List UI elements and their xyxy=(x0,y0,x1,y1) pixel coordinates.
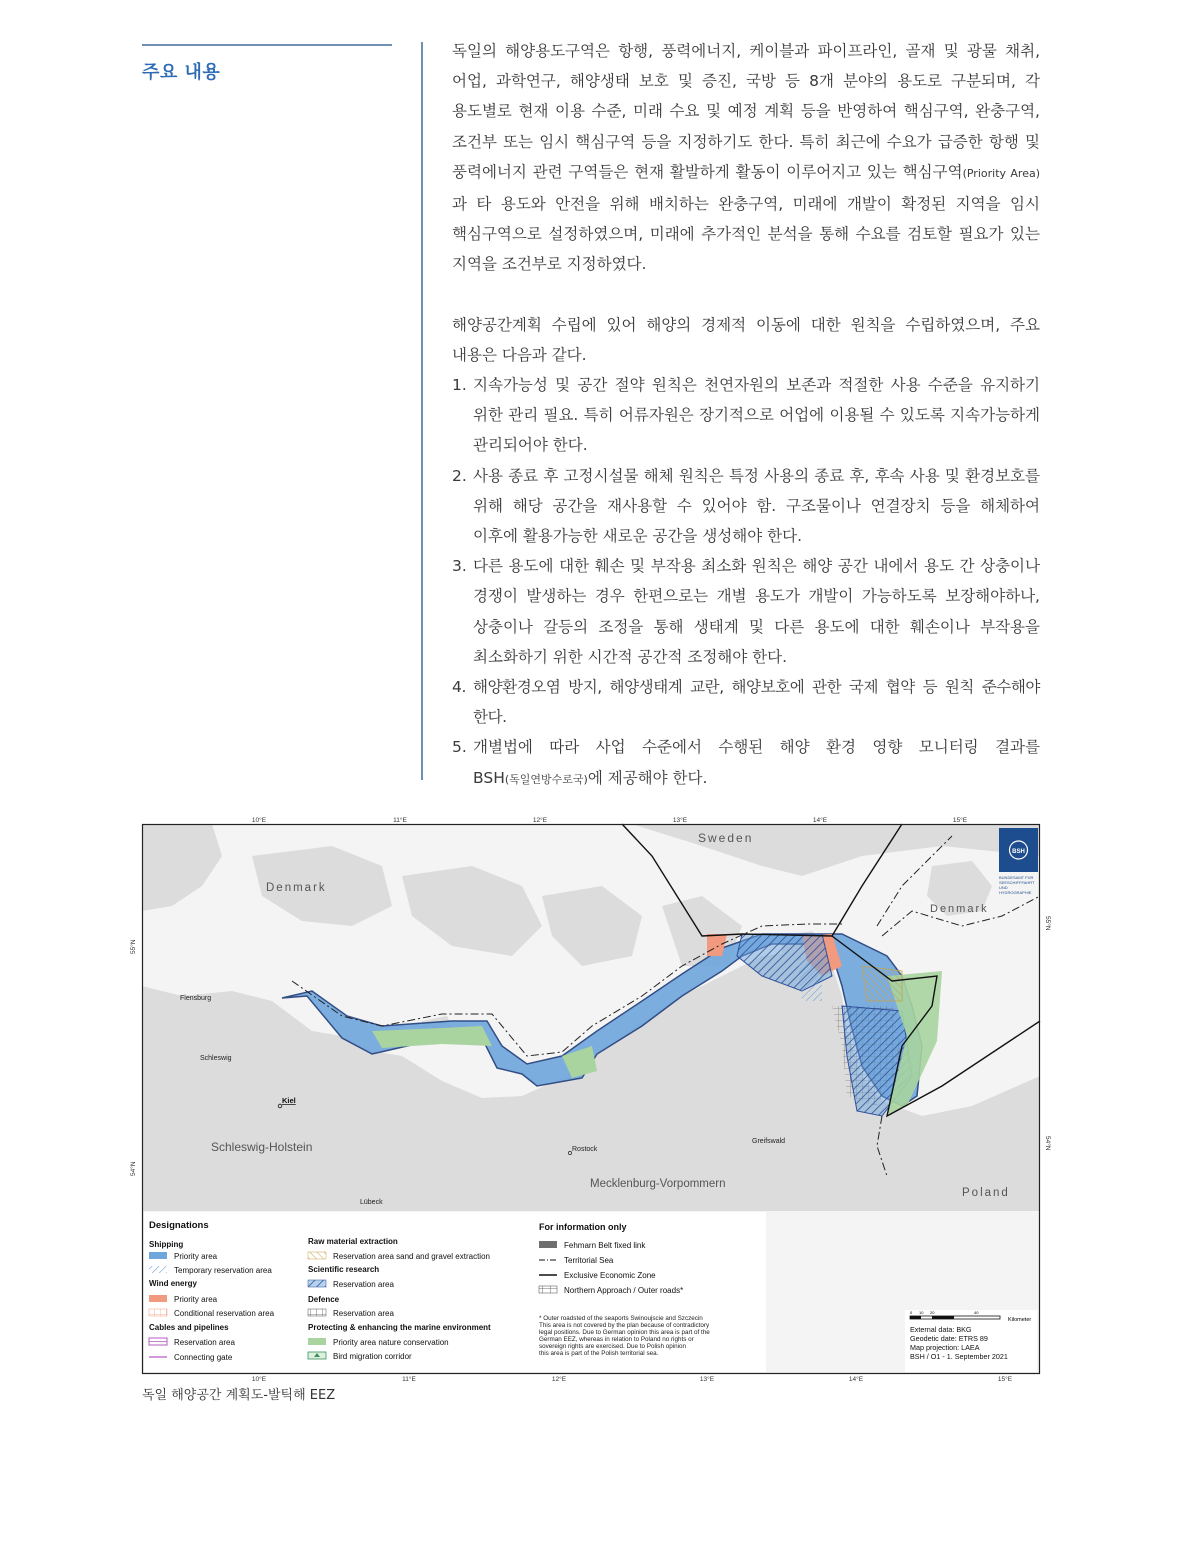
sidebar-rule xyxy=(142,44,392,46)
svg-text:this area is part of the Polis: this area is part of the Polish territorial sea. xyxy=(539,1350,659,1357)
svg-text:German EEZ, whereas in relatio: German EEZ, whereas in relation to Poland no rights or xyxy=(539,1336,694,1343)
bsh-logo xyxy=(999,828,1038,895)
label-luebeck: Lübeck xyxy=(360,1199,383,1206)
svg-text:15°E: 15°E xyxy=(952,817,968,824)
svg-text:Kilometer: Kilometer xyxy=(1008,1317,1032,1323)
label-schleswig: Schleswig xyxy=(200,1055,232,1062)
svg-text:Bird migration corridor: Bird migration corridor xyxy=(333,1352,412,1361)
svg-text:Territorial Sea: Territorial Sea xyxy=(564,1256,614,1265)
svg-text:Geodetic date: ETRS 89: Geodetic date: ETRS 89 xyxy=(910,1334,988,1343)
svg-text:10°E: 10°E xyxy=(251,817,267,824)
label-denmark-west: Denmark xyxy=(266,882,327,894)
svg-text:SEESCHIFFFAHRT: SEESCHIFFFAHRT xyxy=(999,880,1035,885)
svg-text:Conditional reservation area: Conditional reservation area xyxy=(174,1309,275,1318)
label-rostock: Rostock xyxy=(572,1146,598,1153)
svg-text:Map projection: LAEA: Map projection: LAEA xyxy=(910,1343,980,1352)
svg-text:Cables and pipelines: Cables and pipelines xyxy=(149,1323,229,1332)
svg-text:55°N: 55°N xyxy=(130,939,137,954)
longitude-labels-bottom xyxy=(252,1375,1013,1383)
svg-text:Priority area: Priority area xyxy=(174,1295,218,1304)
label-sweden: Sweden xyxy=(698,831,754,845)
svg-text:HYDROGRAPHIE: HYDROGRAPHIE xyxy=(999,890,1032,895)
paragraph-2: 해양공간계획 수립에 있어 해양의 경제적 이동에 대한 원칙을 수립하였으며, 주요 내용은 다음과 같다. xyxy=(452,315,1040,364)
svg-text:11°E: 11°E xyxy=(393,817,407,824)
svg-text:13°E: 13°E xyxy=(699,1376,715,1383)
svg-text:BSH / O1 - 1. September 2021: BSH / O1 - 1. September 2021 xyxy=(910,1352,1008,1361)
svg-text:Priority area: Priority area xyxy=(174,1252,218,1261)
list-item: 5. 개별법에 따라 사업 수준에서 수행된 해양 환경 영향 모니터링 결과를 BSH(독일연방수로국)에 제공해야 한다. xyxy=(452,738,1040,787)
svg-text:UND: UND xyxy=(999,885,1008,890)
svg-text:54°N: 54°N xyxy=(130,1161,137,1176)
svg-text:Protecting & enhancing the mar: Protecting & enhancing the marine environment xyxy=(308,1323,491,1332)
svg-text:Wind energy: Wind energy xyxy=(149,1279,197,1288)
svg-text:Defence: Defence xyxy=(308,1295,340,1304)
label-greifswald: Greifswald xyxy=(752,1138,786,1145)
svg-text:54°N: 54°N xyxy=(1044,1136,1051,1151)
svg-text:Shipping: Shipping xyxy=(149,1240,184,1249)
label-mecklenburg-vorpommern: Mecklenburg-Vorpommern xyxy=(590,1178,726,1190)
body-text xyxy=(452,36,1040,795)
list-item: 1. 지속가능성 및 공간 절약 원칙은 천연자원의 보존과 적절한 사용 수준을 유지하기 위한 관리 필요. 특히 어류자원은 장기적으로 어업에 이용될 수 있도록 지속가능하게 관리되어야 한다. xyxy=(452,376,1040,455)
paragraph-1: 독일의 해양용도구역은 항행, 풍력에너지, 케이블과 파이프라인, 골재 및 광물 채취, 어업, 과학연구, 해양생태 보호 및 증진, 국방 등 8개 분야의 용도로 구분되며, 각 용도별로 현재 이용 수준, 미래 수요 및 예정 계획 등을 반영하여 핵심구역, 완충구역, 조건부 또는 임시 핵심구역 등을 지정하기도 한다. 특히 최근에 수요가 급증한 항행 및 풍력에너지 관련 구역들은 현재 활발하게 활동이 이루어지고 있는 핵심구역(Priority Area)과 타 용도와 안전을 위해 배치하는 완충구역, 미래에 개발이 확정된 지역을 임시 핵심구역으로 설정하였으며, 미래에 추가적인 분석을 통해 수요를 검토할 필요가 있는 지역을 조건부로 지정하였다. xyxy=(452,42,1040,274)
svg-text:For information only: For information only xyxy=(539,1222,627,1232)
svg-text:Fehmarn Belt fixed link: Fehmarn Belt fixed link xyxy=(564,1241,646,1250)
svg-text:12°E: 12°E xyxy=(551,1376,567,1383)
svg-text:This area is not covered by th: This area is not covered by the plan because of contradictory xyxy=(539,1322,710,1329)
svg-text:Northern Approach / Outer road: Northern Approach / Outer roads* xyxy=(564,1286,684,1295)
svg-text:0: 0 xyxy=(910,1310,913,1315)
vertical-divider xyxy=(421,42,423,780)
label-denmark-east: Denmark xyxy=(930,903,989,915)
svg-text:10: 10 xyxy=(919,1310,924,1315)
svg-text:Temporary reservation area: Temporary reservation area xyxy=(174,1266,272,1275)
sand-gravel-reservation-area xyxy=(862,966,902,1001)
svg-text:External data: BKG: External data: BKG xyxy=(910,1325,972,1334)
svg-text:Raw material extraction: Raw material extraction xyxy=(308,1237,398,1246)
svg-text:Connecting gate: Connecting gate xyxy=(174,1353,233,1362)
longitude-labels-top xyxy=(252,816,968,824)
svg-text:Scientific research: Scientific research xyxy=(308,1265,380,1274)
svg-text:Exclusive Economic Zone: Exclusive Economic Zone xyxy=(564,1271,656,1280)
svg-text:Reservation area: Reservation area xyxy=(333,1309,394,1318)
svg-text:Reservation area: Reservation area xyxy=(333,1280,394,1289)
svg-text:Reservation area: Reservation area xyxy=(174,1338,235,1347)
svg-text:15°E: 15°E xyxy=(997,1376,1013,1383)
svg-text:* Outer roadsted of the seapor: * Outer roadsted of the seaports Swinoujscie and Szczecin xyxy=(539,1315,703,1322)
svg-text:11°E: 11°E xyxy=(402,1376,416,1383)
label-kiel: Kiel xyxy=(282,1096,296,1105)
map-caption: 독일 해양공간 계획도-발틱해 EEZ xyxy=(142,1388,336,1403)
svg-text:BUNDESAMT FÜR: BUNDESAMT FÜR xyxy=(999,875,1034,880)
map-figure xyxy=(130,816,1051,1383)
svg-text:55°N: 55°N xyxy=(1044,916,1051,931)
svg-text:10°E: 10°E xyxy=(251,1376,267,1383)
svg-text:40: 40 xyxy=(974,1310,979,1315)
svg-text:Reservation area sand and grav: Reservation area sand and gravel extraction xyxy=(333,1252,490,1261)
svg-text:Priority area nature conservat: Priority area nature conservation xyxy=(333,1338,449,1347)
svg-text:sovereign rights are exercised: sovereign rights are exercised. Due to Polish opinion xyxy=(539,1343,687,1350)
svg-text:14°E: 14°E xyxy=(812,817,828,824)
svg-text:legal positions. Due to German: legal positions. Due to German opinion this area is part of the xyxy=(539,1329,710,1336)
svg-text:Designations: Designations xyxy=(149,1220,209,1231)
svg-text:13°E: 13°E xyxy=(672,817,688,824)
label-poland: Poland xyxy=(962,1187,1010,1199)
label-schleswig-holstein: Schleswig-Holstein xyxy=(211,1140,313,1154)
svg-text:20: 20 xyxy=(930,1310,935,1315)
principles-list xyxy=(452,370,1040,795)
svg-text:12°E: 12°E xyxy=(532,817,548,824)
label-flensburg: Flensburg xyxy=(180,995,212,1002)
msp-map xyxy=(130,816,1051,1383)
list-item: 3. 다른 용도에 대한 훼손 및 부작용 최소화 원칙은 해양 공간 내에서 용도 간 상충이나 경쟁이 발생하는 경우 한편으로는 개별 용도가 개발이 가능하도록 보장해야하나, 상충이나 갈등의 조정을 통해 생태계 및 다른 용도에 대한 훼손이나 부작용을 최소화하기 위한 시간적 공간적 조정해야 한다. xyxy=(452,557,1040,666)
list-item: 2. 사용 종료 후 고정시설물 해체 원칙은 특정 사용의 종료 후, 후속 사용 및 환경보호를 위해 해당 공간을 재사용할 수 있어야 함. 구조물이나 연결장치 등을 해체하여 이후에 활용가능한 새로운 공간을 생성해야 한다. xyxy=(452,466,1040,546)
sidebar-title: 주요 내용 xyxy=(142,62,221,83)
list-item: 4. 해양환경오염 방지, 해양생태계 교란, 해양보호에 관한 국제 협약 등 원칙 준수해야 한다. xyxy=(452,678,1040,727)
svg-text:14°E: 14°E xyxy=(848,1376,864,1383)
svg-text:BSH: BSH xyxy=(1012,849,1025,855)
